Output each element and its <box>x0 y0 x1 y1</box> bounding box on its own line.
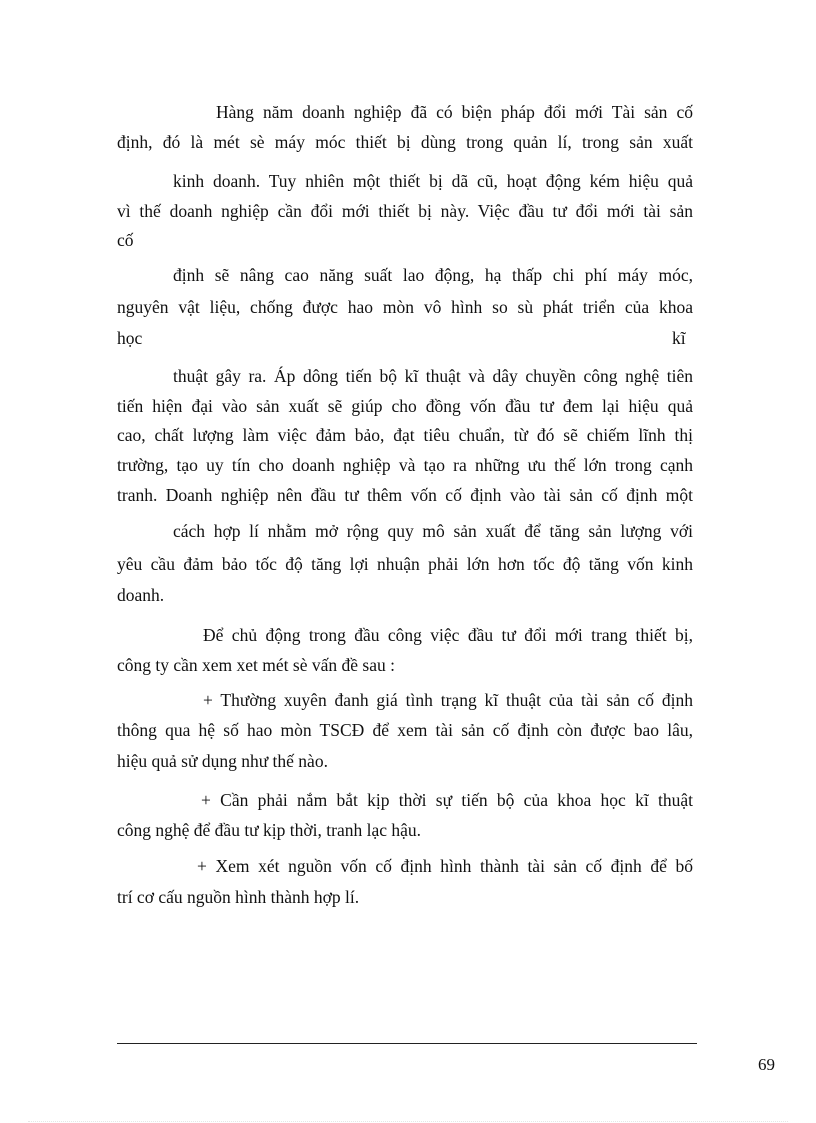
text-line: cách hợp lí nhằm mở rộng quy mô sản xuất để tăng sản lượng với <box>173 521 693 541</box>
text-line: Hàng năm doanh nghiệp đã có biện pháp đổi mới Tài sản cố <box>216 102 693 122</box>
text-line: nguyên vật liệu, chống được hao mòn vô hình so sù phát triển của khoa <box>117 297 693 317</box>
text-line: tiến hiện đại vào sản xuất sẽ giúp cho đồng vốn đầu tư đem lại hiệu quả <box>117 396 693 416</box>
text-line: + Thường xuyên đanh giá tình trạng kĩ thuật của tài sản cố định <box>203 690 693 710</box>
text-line: học <box>117 328 143 348</box>
text-line: hiệu quả sử dụng như thế nào. <box>117 751 328 771</box>
page-number: 69 <box>758 1055 775 1074</box>
text-line: công ty cần xem xet mét sè vấn đề sau : <box>117 655 395 675</box>
text-line: thông qua hệ số hao mòn TSCĐ để xem tài sản cố định còn được bao lâu, <box>117 720 693 740</box>
text-line: kĩ <box>672 328 686 348</box>
footer-divider <box>117 1043 697 1044</box>
text-line: cao, chất lượng làm việc đảm bảo, đạt tiêu chuẩn, từ đó sẽ chiếm lĩnh thị <box>117 425 693 445</box>
page-bottom-edge <box>28 1121 788 1122</box>
text-line: công nghệ để đầu tư kịp thời, tranh lạc hậu. <box>117 820 422 840</box>
text-line: thuật gây ra. Áp dông tiến bộ kĩ thuật và dây chuyền công nghệ tiên <box>173 366 693 386</box>
text-line: định, đó là mét sè máy móc thiết bị dùng trong quản lí, trong sản xuất <box>117 132 693 152</box>
text-line: vì thế doanh nghiệp cần đổi mới thiết bị này. Việc đầu tư đổi mới tài sản <box>117 201 693 221</box>
text-line: + Cần phải nắm bắt kịp thời sự tiến bộ của khoa học kĩ thuật <box>201 790 693 810</box>
text-line: định sẽ nâng cao năng suất lao động, hạ thấp chi phí máy móc, <box>173 265 693 285</box>
text-line: kinh doanh. Tuy nhiên một thiết bị dã cũ, hoạt động kém hiệu quả <box>173 171 693 191</box>
text-line: doanh. <box>117 585 165 605</box>
text-line: Để chủ động trong đầu công việc đầu tư đổi mới trang thiết bị, <box>203 625 693 645</box>
text-line: tranh. Doanh nghiệp nên đầu tư thêm vốn cố định vào tài sản cố định một <box>117 485 693 505</box>
text-line: cố <box>117 230 134 250</box>
text-line: trí cơ cấu nguồn hình thành hợp lí. <box>117 887 360 907</box>
text-line: trường, tạo uy tín cho doanh nghiệp và tạo ra những ưu thế lớn trong cạnh <box>117 455 693 475</box>
text-line: yêu cầu đảm bảo tốc độ tăng lợi nhuận phải lớn hơn tốc độ tăng vốn kinh <box>117 554 693 574</box>
text-line: + Xem xét nguồn vốn cố định hình thành tài sản cố định để bố <box>197 856 693 876</box>
